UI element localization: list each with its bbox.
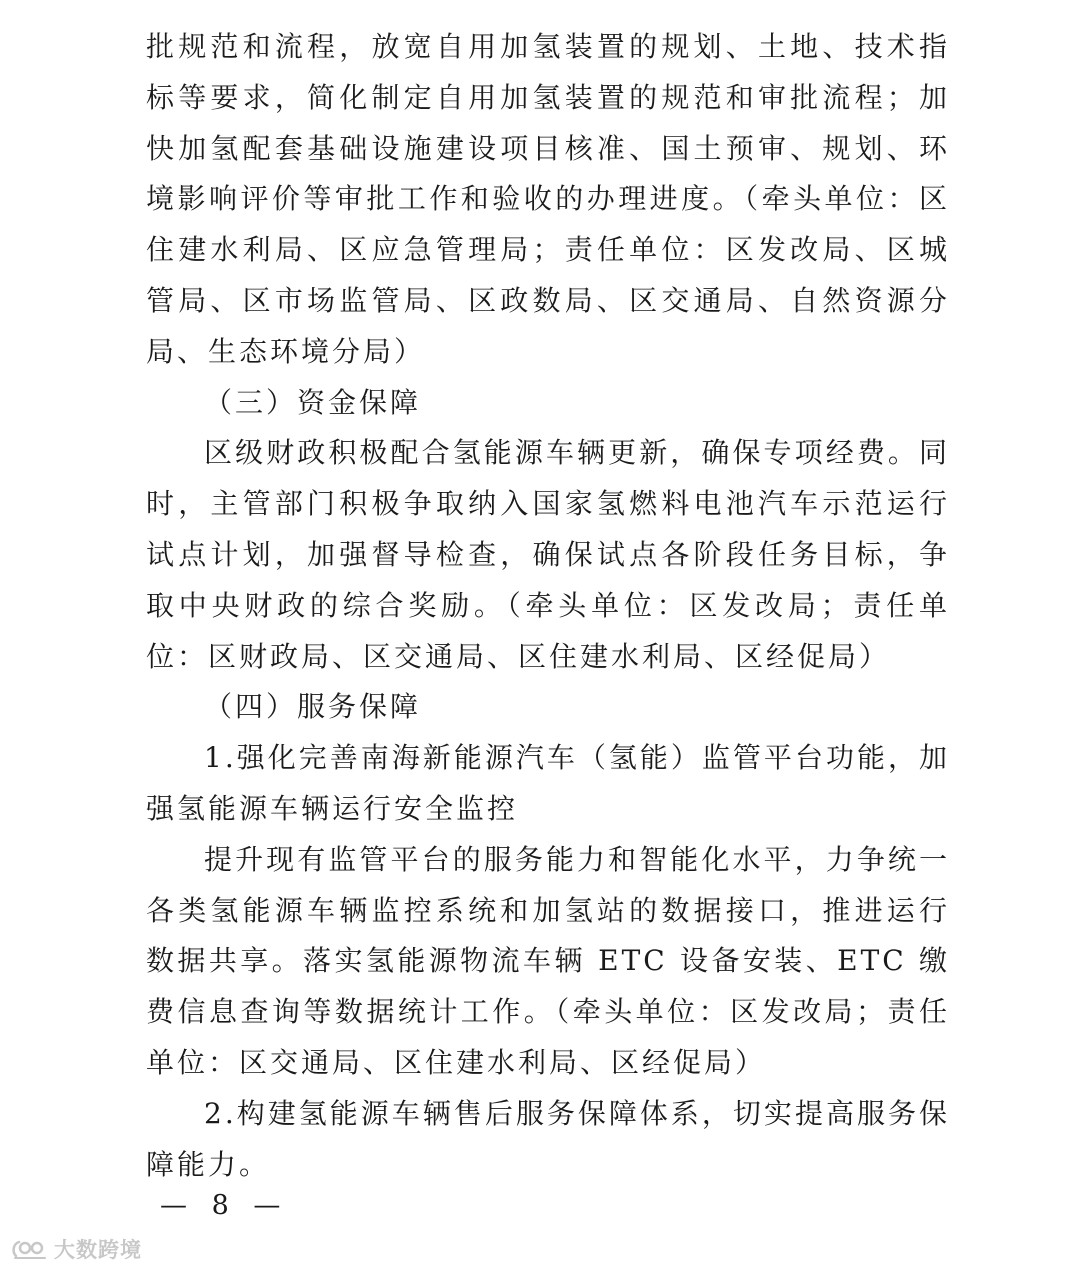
paragraph-after-sales-service: 2.构建氢能源车辆售后服务保障体系，切实提高服务保障能力。 xyxy=(146,1096,950,1181)
document-body xyxy=(146,22,950,1190)
section-heading-funding: （三）资金保障 xyxy=(204,385,422,419)
section-heading-service: （四）服务保障 xyxy=(204,690,422,724)
paragraph-monitoring-platform-title: 1.强化完善南海新能源汽车（氢能）监管平台功能，加强氢能源车辆运行安全监控 xyxy=(146,741,950,825)
page-number: — 8 — xyxy=(160,1190,289,1221)
paragraph-approval-process: 批规范和流程，放宽自用加氢装置的规划、土地、技术指标等要求，简化制定自用加氢装置的规范和审批流程；加快加氢配套基础设施建设项目核准、国土预审、规划、环境影响评价等审批工作和验收的办理进度。（牵头单位：区住建水利局、区应急管理局；责任单位：区发改局、区城管局、区市场监管局、区政数局、区交通局、自然资源分局、生态环境分局） xyxy=(146,30,950,368)
watermark-text: 大数跨境 xyxy=(54,1238,142,1262)
paragraph-funding: 区级财政积极配合氢能源车辆更新，确保专项经费。同时，主管部门积极争取纳入国家氢燃料电池汽车示范运行试点计划，加强督导检查，确保试点各阶段任务目标，争取中央财政的综合奖励。（牵头单位：区发改局；责任单位：区财政局、区交通局、区住建水利局、区经促局） xyxy=(146,436,950,673)
brand-logo-icon xyxy=(10,1236,50,1262)
watermark xyxy=(10,1234,142,1264)
paragraph-monitoring-platform: 提升现有监管平台的服务能力和智能化水平，力争统一各类氢能源车辆监控系统和加氢站的数据接口，推进运行数据共享。落实氢能源物流车辆 ETC 设备安装、ETC 缴费信息查询等数据统计工作。（牵头单位：区发改局；责任单位：区交通局、区住建水利局、区经促局） xyxy=(146,842,950,1079)
